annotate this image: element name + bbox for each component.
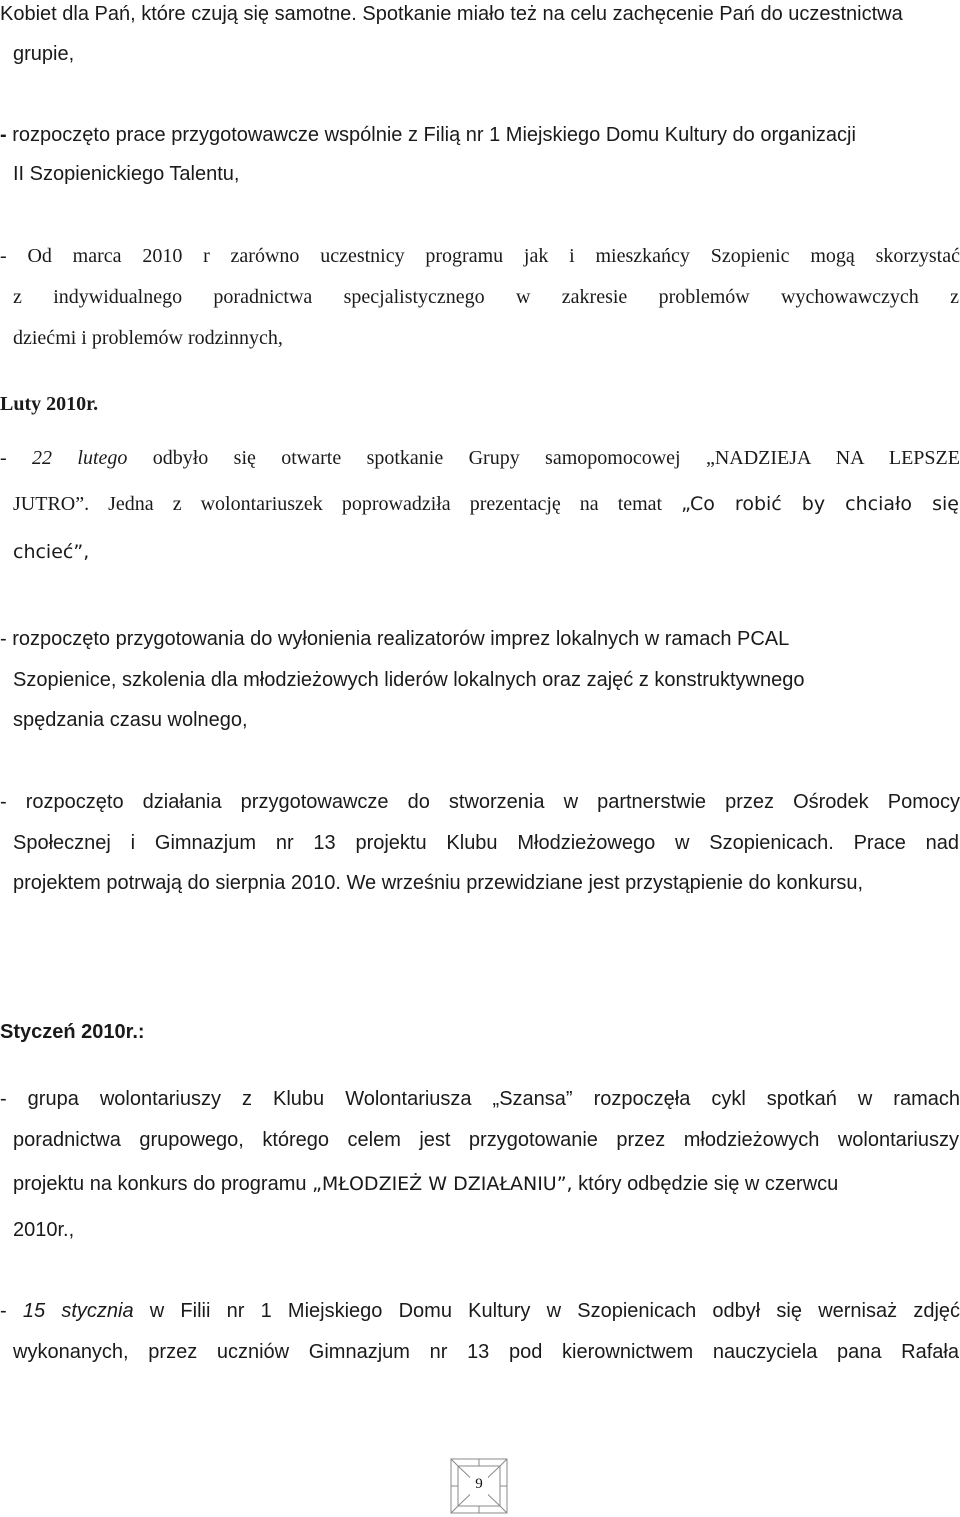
paragraph-line: JUTRO”. Jedna z wolontariuszek poprowadziła prezentację na temat „Co robić by chciało się [13,493,959,515]
paragraph-line: dziećmi i problemów rodzinnych, [13,327,283,349]
paragraph-line: grupie, [13,43,75,65]
paragraph-line: projektu na konkurs do programu „MŁODZIEŻ W DZIAŁANIU”, który odbędzie się w czerwcu [13,1173,839,1195]
paragraph-line: z indywidualnego poradnictwa specjalistycznego w zakresie problemów wychowawczych z [13,286,959,308]
list-item: - 15 stycznia w Filii nr 1 Miejskiego Domu Kultury w Szopienicach odbył się wernisaż zdjęć [0,1300,960,1322]
paragraph-line: poradnictwa grupowego, którego celem jest przygotowanie przez młodzieżowych wolontariuszy [13,1129,959,1151]
paragraph-line: Szopienice, szkolenia dla młodzieżowych liderów lokalnych oraz zajęć z konstruktywnego [13,669,805,691]
list-item: - grupa wolontariuszy z Klubu Wolontariusza „Szansa” rozpoczęła cykl spotkań w ramach [0,1088,960,1110]
paragraph-line: projektem potrwają do sierpnia 2010. We wrześniu przewidziane jest przystąpienie do konkursu, [13,872,864,894]
paragraph-line: Społecznej i Gimnazjum nr 13 projektu Klubu Młodzieżowego w Szopienicach. Prace nad [13,832,959,854]
list-item: - rozpoczęto przygotowania do wyłonienia realizatorów imprez lokalnych w ramach PCAL [0,628,790,650]
list-item: - rozpoczęto prace przygotowawcze wspólnie z Filią nr 1 Miejskiego Domu Kultury do organizacji [0,124,856,146]
list-item: - rozpoczęto działania przygotowawcze do stworzenia w partnerstwie przez Ośrodek Pomocy [0,791,960,813]
page-number: 9 [475,1476,483,1492]
section-heading: Styczeń 2010r.: [0,1021,145,1043]
paragraph-line: spędzania czasu wolnego, [13,709,248,731]
paragraph-line: II Szopienickiego Talentu, [13,163,240,185]
paragraph-line: 2010r., [13,1219,75,1241]
list-item: - Od marca 2010 r zarówno uczestnicy programu jak i mieszkańcy Szopienic mogą skorzystać [0,245,960,267]
paragraph-line: Kobiet dla Pań, które czują się samotne. Spotkanie miało też na celu zachęcenie Pań do uczestnictwa [0,3,903,25]
page-number-badge [449,1457,509,1515]
section-heading: Luty 2010r. [0,393,99,415]
list-item: - 22 lutego odbyło się otwarte spotkanie Grupy samopomocowej „NADZIEJA NA LEPSZE [0,447,960,469]
paragraph-line: wykonanych, przez uczniów Gimnazjum nr 13 pod kierownictwem nauczyciela pana Rafała [13,1341,959,1363]
paragraph-line: chcieć”, [13,541,90,563]
